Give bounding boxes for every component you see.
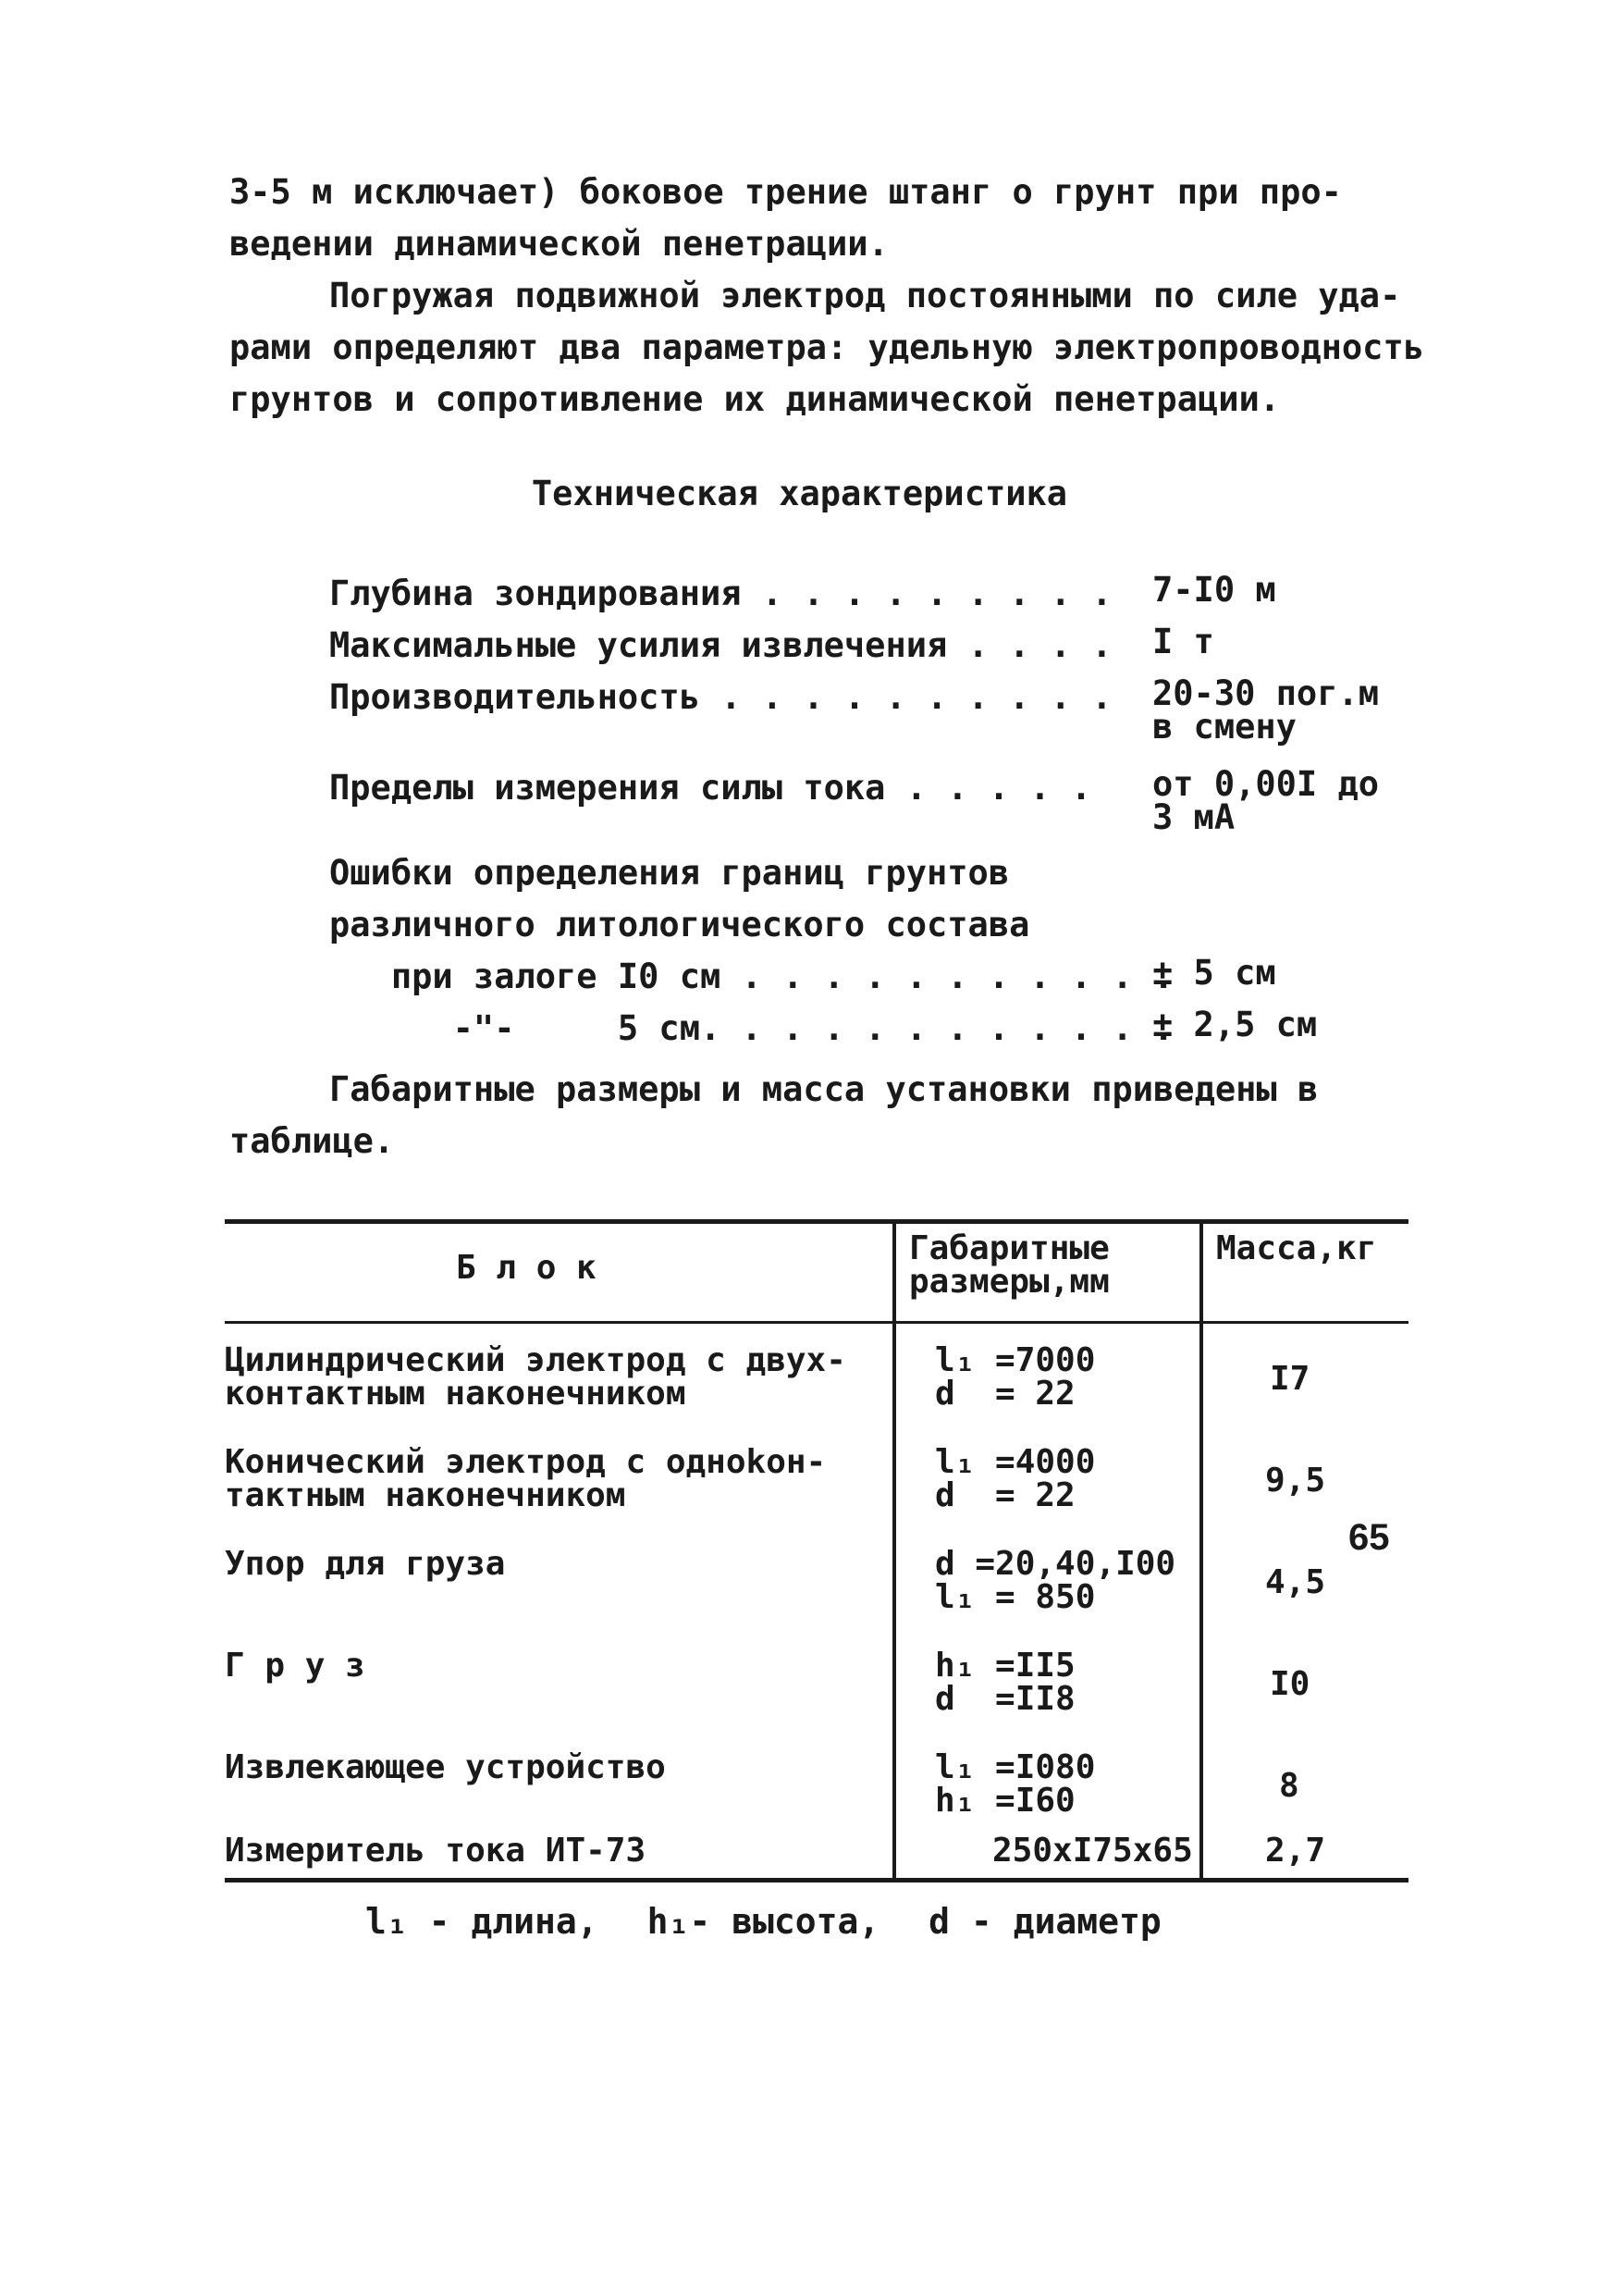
spec-value: I т	[1152, 622, 1214, 661]
row-4-mass: I0	[1270, 1665, 1310, 1703]
spec-label: Глубина зондирования . . . . . . . . .	[329, 574, 1113, 613]
header-mass: Масса,кг	[1216, 1229, 1377, 1267]
page-number: 65	[1348, 1517, 1390, 1558]
row-4-block: Г р у з	[225, 1647, 365, 1685]
table-header-rule	[225, 1321, 1408, 1324]
spec-label: различного литологического состава	[329, 905, 1030, 944]
spec-label: Максимальные усилия извлечения . . . .	[329, 625, 1113, 665]
row-3-dims: d =20,40,I00 l₁ = 850	[935, 1545, 1176, 1616]
row-4-dims: h₁ =II5 d =II8	[935, 1647, 1076, 1718]
legend-diameter: d - диаметр	[929, 1901, 1162, 1942]
spec-title: Техническая характеристика	[531, 474, 1068, 513]
row-5-dims: l₁ =I080 h₁ =I60	[935, 1748, 1096, 1820]
spec-label: -"- 5 см. . . . . . . . . . . .	[329, 1008, 1175, 1048]
spec-label: Ошибки определения границ грунтов	[329, 853, 1010, 893]
row-1-block: Цилиндрический электрод с двух- контактным наконечником	[225, 1341, 846, 1413]
row-2-block: Конический электрод с одноkон- тактным наконечником	[225, 1443, 827, 1514]
intro-line-1: 3-5 м исключает) боковое трение штанг о грунт при про-	[229, 172, 1342, 212]
table-note-line-2: таблице.	[229, 1121, 395, 1161]
row-2-dims: l₁ =4000 d = 22	[935, 1443, 1096, 1514]
table-col-divider-1	[892, 1219, 896, 1878]
header-dims: Габаритные размеры,мм	[909, 1229, 1110, 1301]
table-bottom-rule	[225, 1878, 1408, 1882]
row-6-mass: 2,7	[1265, 1832, 1326, 1870]
table-legend	[365, 1901, 1189, 1942]
spec-value: ± 2,5 см	[1152, 1005, 1318, 1044]
spec-value: от 0,00I до 3 мА	[1152, 764, 1380, 837]
spec-label: Производительность . . . . . . . . . .	[329, 677, 1113, 717]
row-6-block: Измеритель тока ИТ-73	[225, 1832, 646, 1870]
spec-label: Пределы измерения силы тока . . . . .	[329, 768, 1092, 808]
row-3-block: Упор для груза	[225, 1545, 506, 1583]
row-3-mass: 4,5	[1265, 1563, 1326, 1601]
table-col-divider-2	[1199, 1219, 1203, 1878]
intro-line-5: грунтов и сопротивление их динамической пенетрации.	[229, 379, 1281, 419]
spec-value: ± 5 см	[1152, 953, 1276, 993]
row-1-dims: l₁ =7000 d = 22	[935, 1341, 1096, 1413]
row-1-mass: I7	[1270, 1360, 1310, 1398]
table-note-line-1: Габаритные размеры и масса установки приведены в	[329, 1069, 1319, 1109]
intro-line-2: ведении динамической пенетрации.	[229, 224, 889, 264]
spec-label: при залоге I0 см . . . . . . . . . . .	[329, 957, 1175, 996]
legend-length: l₁ - длина,	[365, 1901, 598, 1942]
row-5-block: Извлекающее устройство	[225, 1748, 666, 1786]
intro-line-4: рами определяют два параметра: удельную электропроводность	[229, 327, 1425, 367]
row-6-dims: 250xI75x65	[992, 1832, 1193, 1870]
spec-value: 20-30 пог.м в смену	[1152, 673, 1380, 747]
intro-line-3: Погружая подвижной электрод постоянными по силе уда-	[329, 276, 1401, 315]
dimensions-table	[225, 1219, 1408, 1885]
spec-value: 7-I0 м	[1152, 570, 1276, 610]
row-2-mass: 9,5	[1265, 1462, 1326, 1500]
row-5-mass: 8	[1279, 1767, 1299, 1805]
table-top-rule	[225, 1219, 1408, 1224]
header-block: Б л о к	[456, 1249, 597, 1287]
legend-height: h₁- высота,	[646, 1901, 880, 1942]
